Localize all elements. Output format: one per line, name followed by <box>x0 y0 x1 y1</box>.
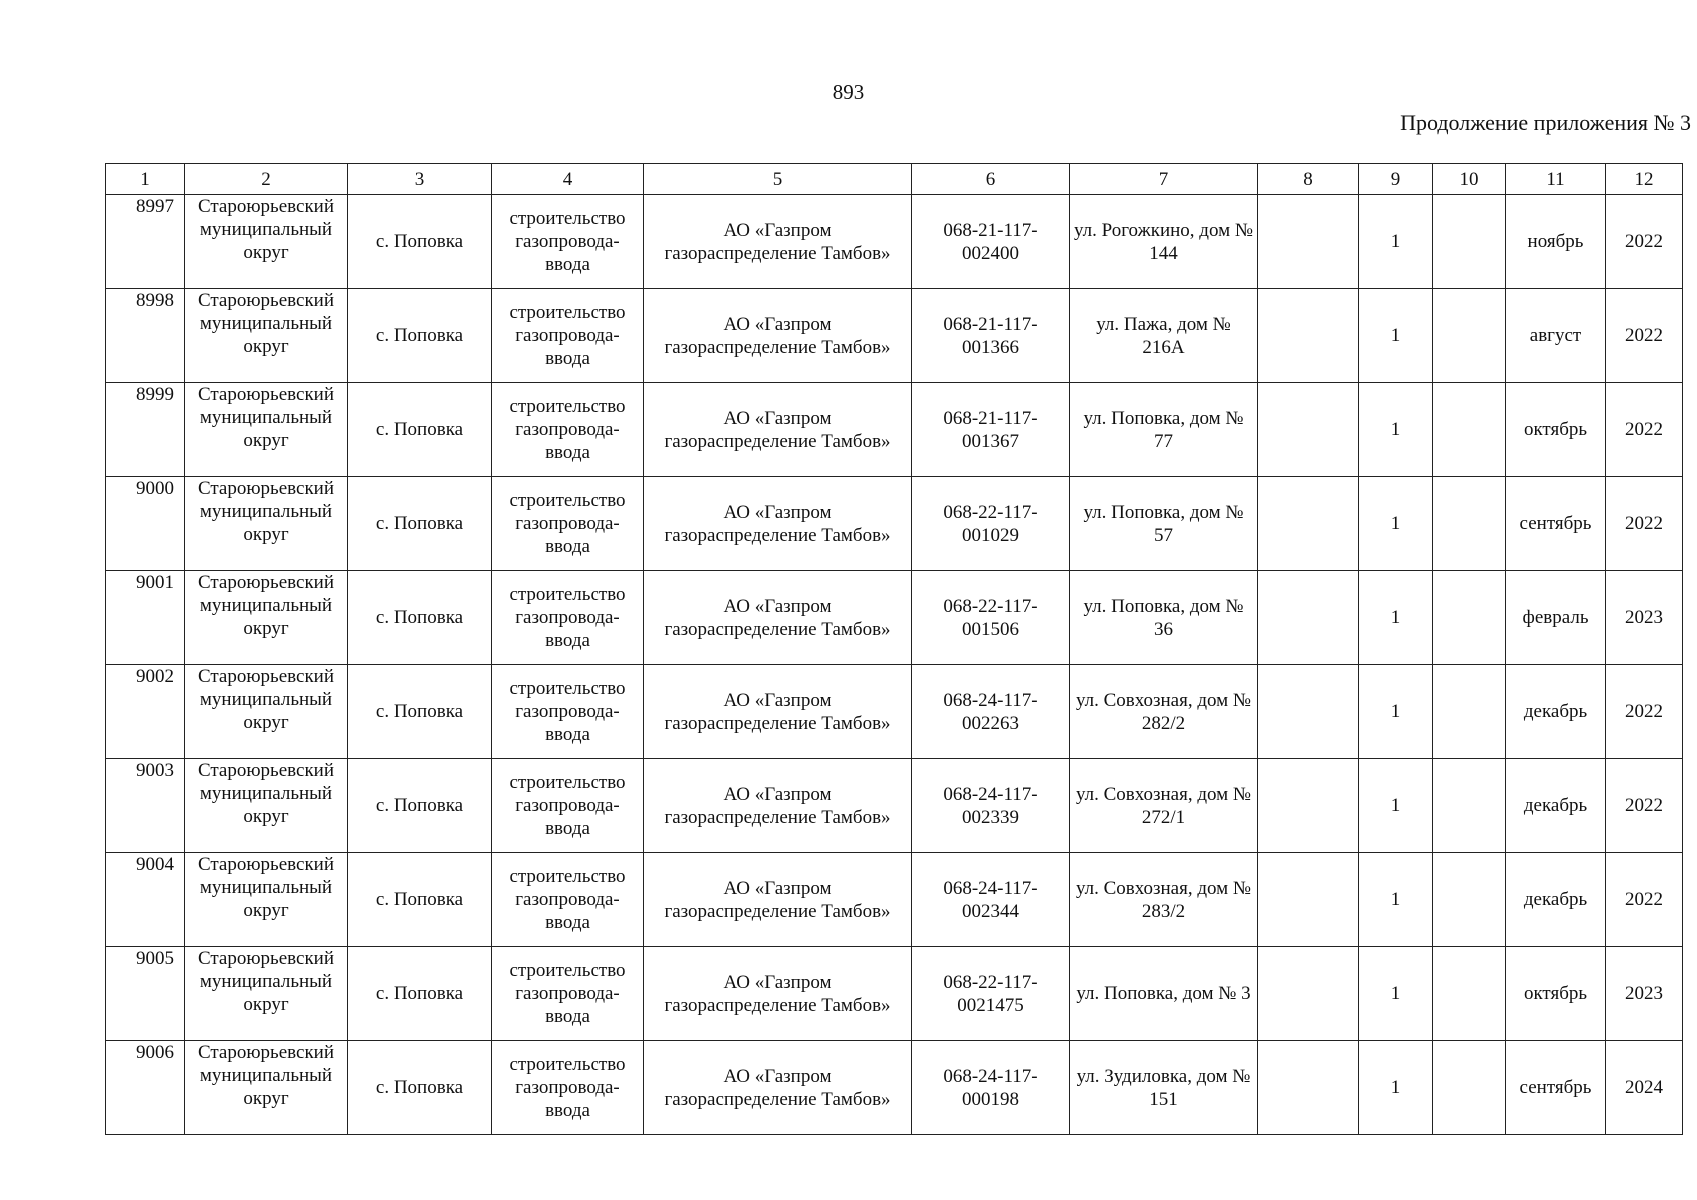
settlement-cell: с. Поповка <box>348 571 492 665</box>
column-header: 8 <box>1258 164 1359 195</box>
quantity-cell: 1 <box>1359 571 1433 665</box>
column-header: 5 <box>644 164 912 195</box>
row-number-cell: 9004 <box>106 853 185 947</box>
col10-cell <box>1433 477 1506 571</box>
application-number-cell: 068-24-117-002339 <box>912 759 1070 853</box>
settlement-cell: с. Поповка <box>348 477 492 571</box>
table-row <box>106 571 1683 665</box>
district-cell: Староюрьевский муниципальный округ <box>185 947 348 1041</box>
application-number-cell: 068-21-117-001366 <box>912 289 1070 383</box>
column-header: 7 <box>1070 164 1258 195</box>
col10-cell <box>1433 383 1506 477</box>
district-cell: Староюрьевский муниципальный округ <box>185 383 348 477</box>
application-number-cell: 068-21-117-001367 <box>912 383 1070 477</box>
year-cell: 2022 <box>1606 289 1683 383</box>
table-row <box>106 665 1683 759</box>
month-cell: декабрь <box>1506 759 1606 853</box>
row-number-cell: 9005 <box>106 947 185 1041</box>
application-number-cell: 068-22-117-001029 <box>912 477 1070 571</box>
settlement-cell: с. Поповка <box>348 759 492 853</box>
year-cell: 2022 <box>1606 383 1683 477</box>
address-cell: ул. Совхозная, дом № 283/2 <box>1070 853 1258 947</box>
col10-cell <box>1433 195 1506 289</box>
row-number-cell: 8999 <box>106 383 185 477</box>
address-cell: ул. Совхозная, дом № 282/2 <box>1070 665 1258 759</box>
address-cell: ул. Поповка, дом № 36 <box>1070 571 1258 665</box>
month-cell: октябрь <box>1506 947 1606 1041</box>
address-cell: ул. Поповка, дом № 57 <box>1070 477 1258 571</box>
col8-cell <box>1258 289 1359 383</box>
col10-cell <box>1433 665 1506 759</box>
col10-cell <box>1433 853 1506 947</box>
work-type-cell: строительство газопровода-ввода <box>492 1041 644 1135</box>
district-cell: Староюрьевский муниципальный округ <box>185 665 348 759</box>
address-cell: ул. Поповка, дом № 3 <box>1070 947 1258 1041</box>
quantity-cell: 1 <box>1359 853 1433 947</box>
header-row <box>106 164 1683 195</box>
row-number-cell: 8997 <box>106 195 185 289</box>
settlement-cell: с. Поповка <box>348 665 492 759</box>
district-cell: Староюрьевский муниципальный округ <box>185 759 348 853</box>
application-number-cell: 068-22-117-001506 <box>912 571 1070 665</box>
work-type-cell: строительство газопровода-ввода <box>492 571 644 665</box>
work-type-cell: строительство газопровода-ввода <box>492 853 644 947</box>
table-row <box>106 759 1683 853</box>
table-row <box>106 195 1683 289</box>
month-cell: февраль <box>1506 571 1606 665</box>
settlement-cell: с. Поповка <box>348 1041 492 1135</box>
column-header: 6 <box>912 164 1070 195</box>
row-number-cell: 9003 <box>106 759 185 853</box>
work-type-cell: строительство газопровода-ввода <box>492 665 644 759</box>
column-header: 11 <box>1506 164 1606 195</box>
year-cell: 2023 <box>1606 571 1683 665</box>
district-cell: Староюрьевский муниципальный округ <box>185 195 348 289</box>
page-number: 893 <box>832 80 865 104</box>
column-header: 4 <box>492 164 644 195</box>
address-cell: ул. Пажа, дом № 216А <box>1070 289 1258 383</box>
settlement-cell: с. Поповка <box>348 383 492 477</box>
column-header: 3 <box>348 164 492 195</box>
column-header: 2 <box>185 164 348 195</box>
quantity-cell: 1 <box>1359 947 1433 1041</box>
district-cell: Староюрьевский муниципальный округ <box>185 477 348 571</box>
table-row <box>106 1041 1683 1135</box>
settlement-cell: с. Поповка <box>348 853 492 947</box>
year-cell: 2023 <box>1606 947 1683 1041</box>
col8-cell <box>1258 853 1359 947</box>
work-type-cell: строительство газопровода-ввода <box>492 759 644 853</box>
row-number-cell: 9006 <box>106 1041 185 1135</box>
col8-cell <box>1258 665 1359 759</box>
year-cell: 2022 <box>1606 759 1683 853</box>
settlement-cell: с. Поповка <box>348 195 492 289</box>
month-cell: сентябрь <box>1506 1041 1606 1135</box>
organization-cell: АО «Газпром газораспределение Тамбов» <box>644 665 912 759</box>
col8-cell <box>1258 947 1359 1041</box>
year-cell: 2022 <box>1606 853 1683 947</box>
settlement-cell: с. Поповка <box>348 947 492 1041</box>
row-number-cell: 9000 <box>106 477 185 571</box>
organization-cell: АО «Газпром газораспределение Тамбов» <box>644 195 912 289</box>
address-cell: ул. Совхозная, дом № 272/1 <box>1070 759 1258 853</box>
month-cell: декабрь <box>1506 853 1606 947</box>
table-row <box>106 383 1683 477</box>
table-row <box>106 853 1683 947</box>
organization-cell: АО «Газпром газораспределение Тамбов» <box>644 759 912 853</box>
quantity-cell: 1 <box>1359 195 1433 289</box>
month-cell: октябрь <box>1506 383 1606 477</box>
district-cell: Староюрьевский муниципальный округ <box>185 571 348 665</box>
quantity-cell: 1 <box>1359 289 1433 383</box>
settlement-cell: с. Поповка <box>348 289 492 383</box>
appendix-note: Продолжение приложения № 3 <box>1400 110 1691 135</box>
address-cell: ул. Рогожкино, дом № 144 <box>1070 195 1258 289</box>
organization-cell: АО «Газпром газораспределение Тамбов» <box>644 477 912 571</box>
year-cell: 2022 <box>1606 665 1683 759</box>
quantity-cell: 1 <box>1359 477 1433 571</box>
col8-cell <box>1258 383 1359 477</box>
work-type-cell: строительство газопровода-ввода <box>492 947 644 1041</box>
year-cell: 2022 <box>1606 195 1683 289</box>
col8-cell <box>1258 1041 1359 1135</box>
organization-cell: АО «Газпром газораспределение Тамбов» <box>644 571 912 665</box>
quantity-cell: 1 <box>1359 383 1433 477</box>
col10-cell <box>1433 947 1506 1041</box>
row-number-cell: 9002 <box>106 665 185 759</box>
month-cell: ноябрь <box>1506 195 1606 289</box>
table-row <box>106 477 1683 571</box>
row-number-cell: 8998 <box>106 289 185 383</box>
organization-cell: АО «Газпром газораспределение Тамбов» <box>644 1041 912 1135</box>
month-cell: сентябрь <box>1506 477 1606 571</box>
column-header: 9 <box>1359 164 1433 195</box>
year-cell: 2022 <box>1606 477 1683 571</box>
column-header: 12 <box>1606 164 1683 195</box>
col10-cell <box>1433 571 1506 665</box>
table-body <box>106 195 1683 1135</box>
organization-cell: АО «Газпром газораспределение Тамбов» <box>644 947 912 1041</box>
organization-cell: АО «Газпром газораспределение Тамбов» <box>644 383 912 477</box>
application-number-cell: 068-24-117-000198 <box>912 1041 1070 1135</box>
application-number-cell: 068-22-117-0021475 <box>912 947 1070 1041</box>
year-cell: 2024 <box>1606 1041 1683 1135</box>
col10-cell <box>1433 289 1506 383</box>
column-header: 10 <box>1433 164 1506 195</box>
col8-cell <box>1258 195 1359 289</box>
work-type-cell: строительство газопровода-ввода <box>492 383 644 477</box>
row-number-cell: 9001 <box>106 571 185 665</box>
registry-table <box>105 163 1683 1135</box>
table-row <box>106 947 1683 1041</box>
organization-cell: АО «Газпром газораспределение Тамбов» <box>644 853 912 947</box>
work-type-cell: строительство газопровода-ввода <box>492 195 644 289</box>
column-header: 1 <box>106 164 185 195</box>
work-type-cell: строительство газопровода-ввода <box>492 289 644 383</box>
col10-cell <box>1433 1041 1506 1135</box>
organization-cell: АО «Газпром газораспределение Тамбов» <box>644 289 912 383</box>
quantity-cell: 1 <box>1359 1041 1433 1135</box>
district-cell: Староюрьевский муниципальный округ <box>185 289 348 383</box>
table-row <box>106 289 1683 383</box>
district-cell: Староюрьевский муниципальный округ <box>185 1041 348 1135</box>
month-cell: декабрь <box>1506 665 1606 759</box>
quantity-cell: 1 <box>1359 759 1433 853</box>
application-number-cell: 068-24-117-002263 <box>912 665 1070 759</box>
quantity-cell: 1 <box>1359 665 1433 759</box>
address-cell: ул. Поповка, дом № 77 <box>1070 383 1258 477</box>
month-cell: август <box>1506 289 1606 383</box>
col10-cell <box>1433 759 1506 853</box>
address-cell: ул. Зудиловка, дом № 151 <box>1070 1041 1258 1135</box>
application-number-cell: 068-21-117-002400 <box>912 195 1070 289</box>
col8-cell <box>1258 477 1359 571</box>
district-cell: Староюрьевский муниципальный округ <box>185 853 348 947</box>
col8-cell <box>1258 759 1359 853</box>
work-type-cell: строительство газопровода-ввода <box>492 477 644 571</box>
col8-cell <box>1258 571 1359 665</box>
application-number-cell: 068-24-117-002344 <box>912 853 1070 947</box>
